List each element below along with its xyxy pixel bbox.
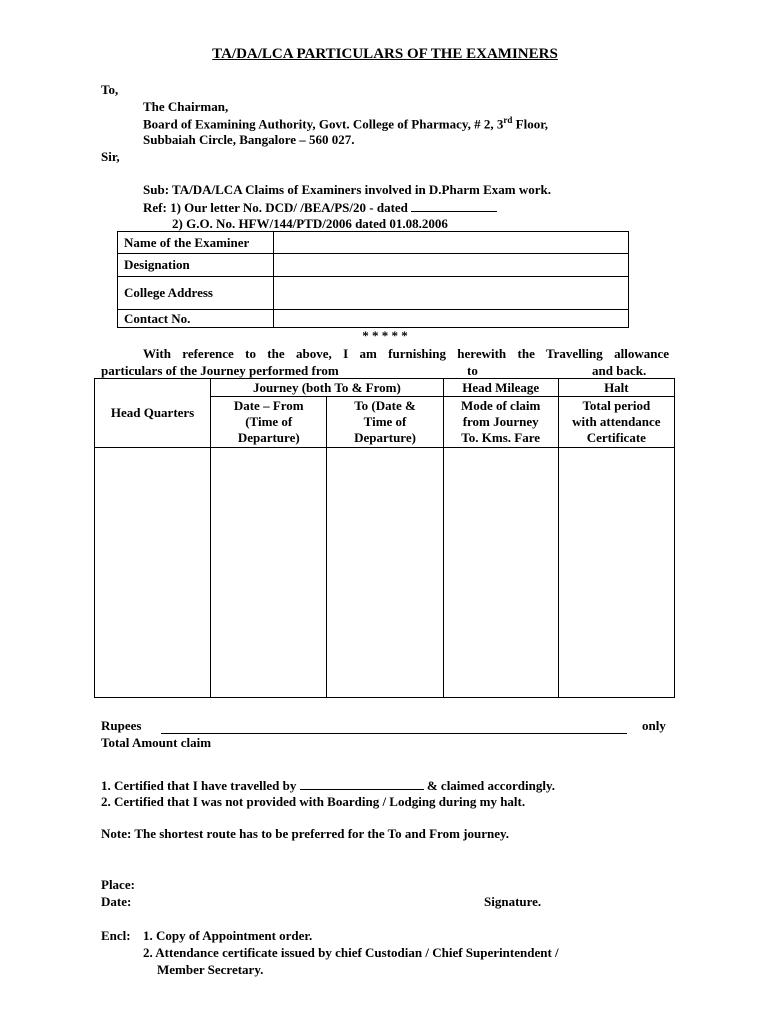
cell-date-from[interactable] (211, 448, 327, 698)
total-amount-label: Total Amount claim (101, 735, 212, 750)
info-label-college-address: College Address (118, 277, 274, 310)
rupees-blank[interactable] (161, 733, 627, 734)
examiner-info-table (117, 231, 629, 328)
salutation: Sir, (101, 149, 120, 164)
info-field-college-address[interactable] (274, 277, 629, 310)
col-journey-group: Journey (both To & From) (211, 379, 444, 397)
subject-line: Sub: TA/DA/LCA Claims of Examiners involved in D.Pharm Exam work. (143, 182, 551, 197)
info-field-designation[interactable] (274, 254, 629, 277)
addressee-line-1: The Chairman, (143, 99, 229, 114)
col-to-date: To (Date & Time of Departure) (327, 397, 443, 448)
info-label-contact: Contact No. (118, 310, 274, 328)
journey-entry-row (95, 448, 675, 698)
paragraph-line-2b: to (467, 363, 478, 378)
enclosure-2-cont: Member Secretary. (157, 962, 264, 977)
only-label: only (642, 718, 666, 733)
dated-blank[interactable] (411, 199, 497, 212)
rupees-label: Rupees (101, 718, 142, 733)
journey-table (94, 378, 675, 698)
addressee-line-3: Subbaiah Circle, Bangalore – 560 027. (143, 132, 355, 147)
document-title: TA/DA/LCA PARTICULARS OF THE EXAMINERS (212, 46, 558, 62)
cell-mode-of-claim[interactable] (443, 448, 558, 698)
note: Note: The shortest route has to be preferred for the To and From journey. (101, 826, 510, 841)
enclosure-2: 2. Attendance certificate issued by chief Custodian / Chief Superintendent / (143, 945, 559, 960)
info-field-contact[interactable] (274, 310, 629, 328)
cell-head-quarters[interactable] (95, 448, 211, 698)
enclosure-1: 1. Copy of Appointment order. (143, 928, 313, 943)
col-date-from: Date – From (Time of Departure) (211, 397, 327, 448)
certification-1: 1. Certified that I have travelled by & claimed accordingly. (101, 778, 556, 793)
col-head-mileage: Head Mileage (443, 379, 558, 397)
info-label-name: Name of the Examiner (118, 232, 274, 254)
separator-stars: * * * * * (362, 328, 408, 343)
reference-2: 2) G.O. No. HFW/144/PTD/2006 dated 01.08.2006 (172, 216, 448, 231)
date-label: Date: (101, 894, 132, 909)
certification-2: 2. Certified that I was not provided with Boarding / Lodging during my halt. (101, 794, 526, 809)
col-mode-of-claim: Mode of claim from Journey To. Kms. Fare (443, 397, 558, 448)
to-line: To, (101, 82, 119, 97)
enclosure-label: Encl: (101, 928, 131, 943)
signature-label: Signature. (484, 894, 542, 909)
cell-to-date[interactable] (327, 448, 443, 698)
place-label: Place: (101, 877, 135, 892)
paragraph-line-1: With reference to the above, I am furnishing herewith the Travelling allowance (143, 346, 669, 361)
paragraph-line-2a: particulars of the Journey performed from (101, 363, 339, 378)
col-head-quarters: Head Quarters (95, 379, 211, 448)
cell-total-period[interactable] (558, 448, 674, 698)
info-label-designation: Designation (118, 254, 274, 277)
col-halt: Halt (558, 379, 674, 397)
paragraph-line-2c: and back. (592, 363, 647, 378)
info-field-name[interactable] (274, 232, 629, 254)
travel-mode-blank[interactable] (300, 777, 424, 790)
col-total-period: Total period with attendance Certificate (558, 397, 674, 448)
addressee-line-2: Board of Examining Authority, Govt. College of Pharmacy, # 2, 3rd Floor, (143, 115, 549, 132)
reference-1: Ref: 1) Our letter No. DCD/ /BEA/PS/20 - dated (143, 199, 497, 216)
